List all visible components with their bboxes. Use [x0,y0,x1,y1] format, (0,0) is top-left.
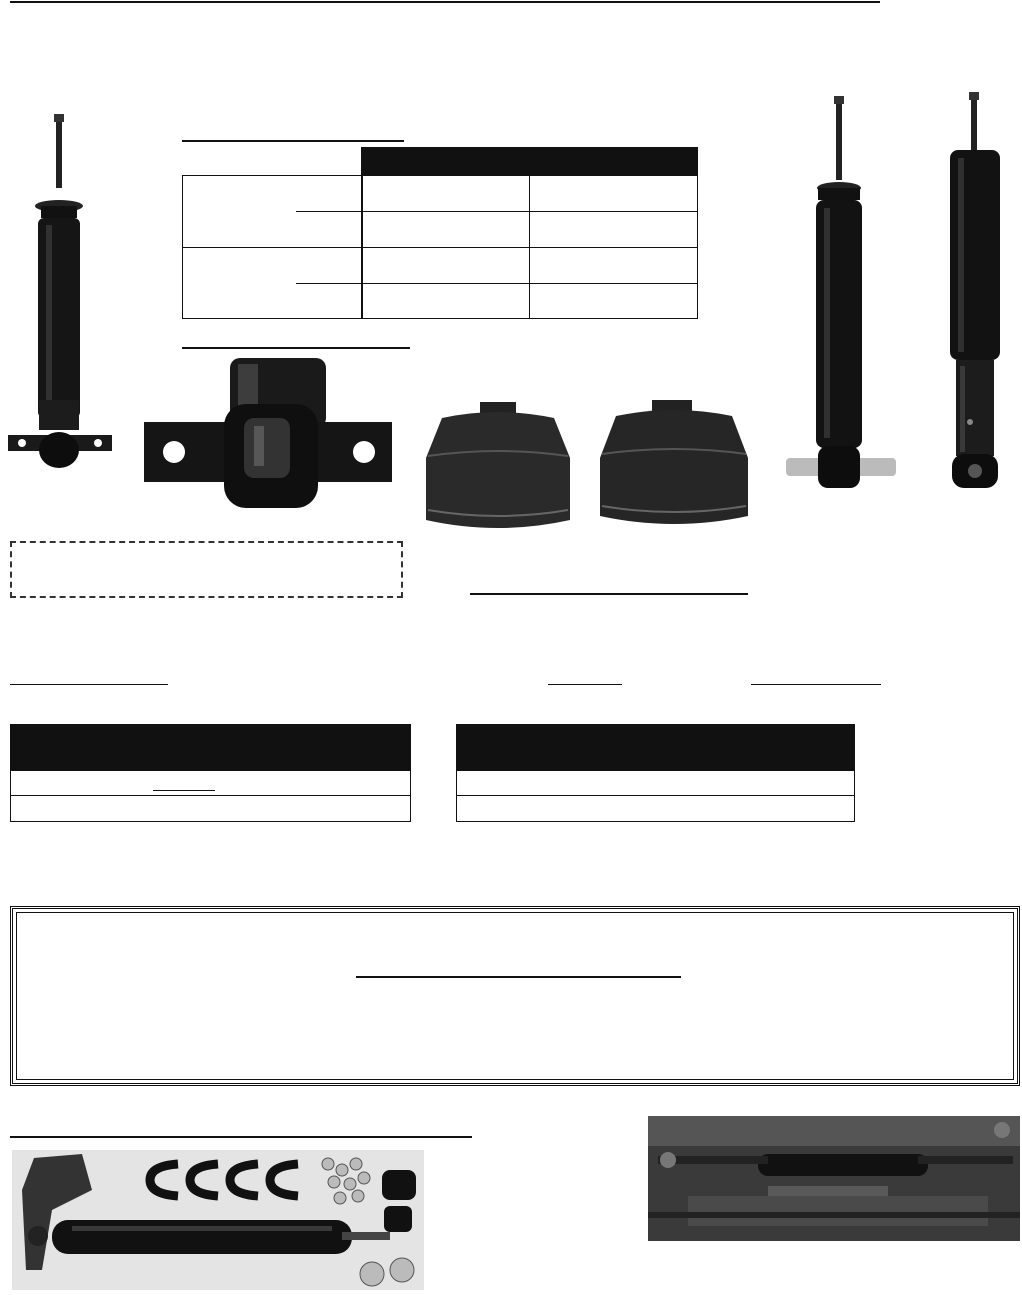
table-row [10,796,411,822]
spec-row-line-3 [361,283,698,284]
note-dashed-box [10,541,403,598]
steering-installed-image [648,1116,1020,1241]
parts-table-right-header [456,724,855,770]
top-rule [10,1,880,3]
spec-row-line-2 [182,247,698,248]
mount-closeup-image [142,358,394,508]
table-row [456,796,855,822]
spec-row-line-3-stub [296,283,361,284]
spec-col-divider-1 [361,147,363,319]
feature-box [10,906,1020,1086]
table-row [10,770,411,796]
section-underline-2 [548,684,622,685]
spec-table-header [361,147,698,175]
parts-table-left-header [10,724,411,770]
shock-right-b-image [942,92,1008,492]
bump-stops-image [424,398,754,538]
table-row [456,770,855,796]
spec-row-line-1-stub [296,211,361,212]
parts-table-right [456,724,855,822]
steering-kit-title-underline [10,1136,472,1138]
mount-title-underline [182,347,410,349]
parts-table-left [10,724,411,822]
spec-row-line-1 [361,211,698,212]
row-underline [153,790,215,791]
spec-table [182,147,698,319]
section-underline-1 [10,684,168,685]
bump-stop-title-underline [470,593,748,595]
spec-title-underline [182,140,404,142]
section-underline-3 [751,684,881,685]
feature-box-title-underline [356,976,681,978]
shock-left-image [8,110,116,490]
steering-kit-image [12,1150,424,1290]
shock-right-a-image [782,96,900,492]
